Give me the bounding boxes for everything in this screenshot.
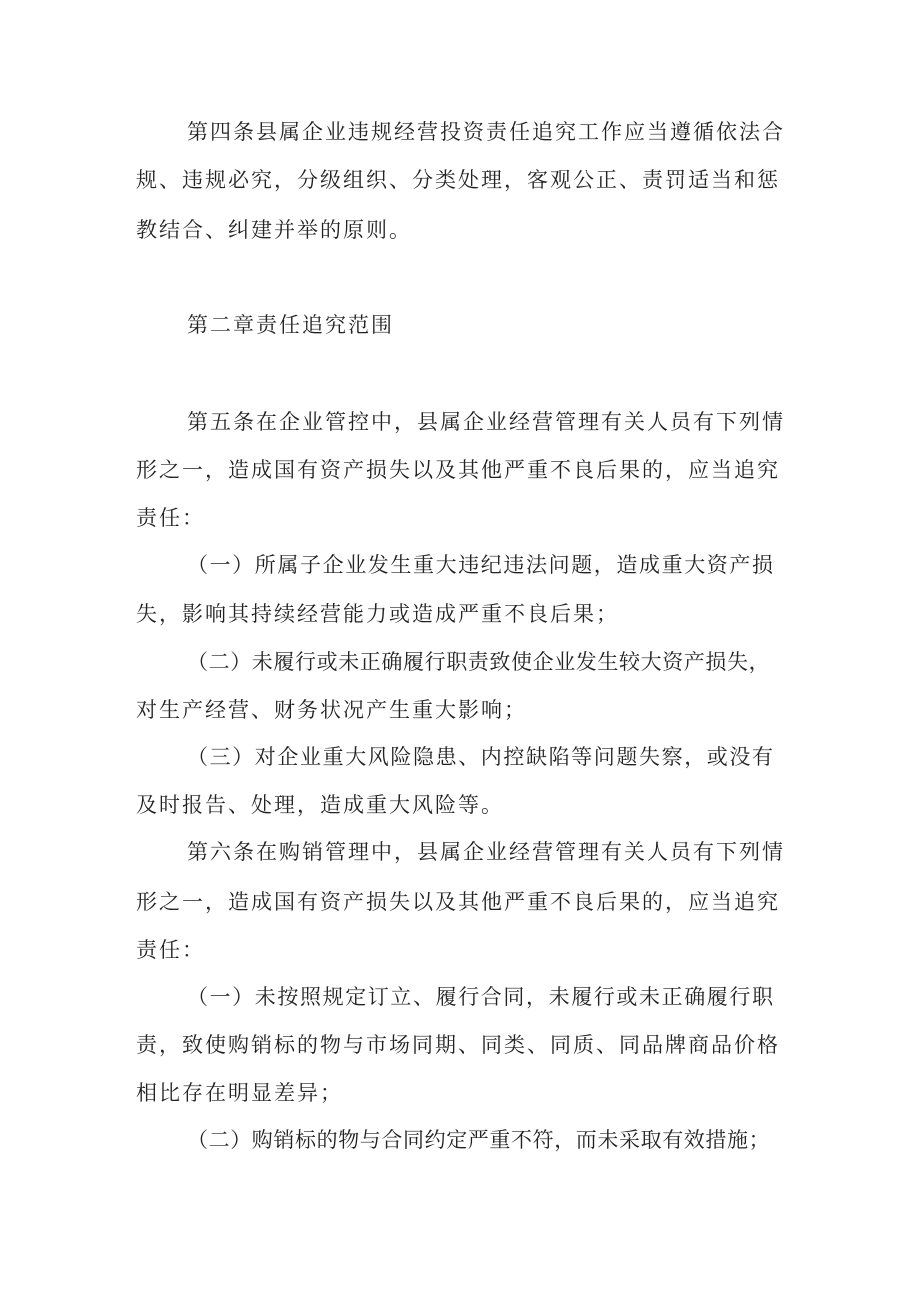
item-6-1-line-1: （一）未按照规定订立、履行合同，未履行或未正确履行职 [187, 985, 775, 1009]
item-5-1-line-2: 失，影响其持续经营能力或造成严重不良后果； [136, 602, 619, 626]
item-6-1-line-2: 责，致使购销标的物与市场同期、同类、同质、同品牌商品价格 [136, 1033, 780, 1057]
item-5-1-line-1: （一）所属子企业发生重大违纪违法问题，造成重大资产损 [187, 553, 775, 577]
article-4-line-1: 第四条县属企业违规经营投资责任追究工作应当遵循依法合 [187, 120, 785, 144]
item-5-3-line-2: 及时报告、处理，造成重大风险等。 [136, 793, 504, 817]
article-5-line-1: 第五条在企业管控中，县属企业经营管理有关人员有下列情 [187, 410, 785, 434]
article-5-line-2: 形之一，造成国有资产损失以及其他严重不良后果的，应当追究 [136, 458, 780, 482]
article-6-line-2: 形之一，造成国有资产损失以及其他严重不良后果的，应当追究 [136, 890, 780, 914]
article-6-line-3: 责任： [136, 938, 205, 962]
article-4-line-3: 教结合、纠建并举的原则。 [136, 218, 412, 242]
article-6-line-1: 第六条在购销管理中，县属企业经营管理有关人员有下列情 [187, 840, 785, 864]
item-5-3-line-1: （三）对企业重大风险隐患、内控缺陷等问题失察，或没有 [187, 745, 775, 769]
item-5-2-line-2: 对生产经营、财务状况产生重大影响； [136, 698, 527, 722]
chapter-2-heading: 第二章责任追究范围 [187, 313, 394, 337]
item-6-1-line-3: 相比存在明显差异； [136, 1081, 343, 1105]
article-5-line-3: 责任： [136, 506, 205, 530]
item-5-2-line-1: （二）未履行或未正确履行职责致使企业发生较大资产损失， [187, 650, 771, 674]
article-4-line-2: 规、违规必究，分级组织、分类处理，客观公正、责罚适当和惩 [136, 168, 780, 192]
item-6-2-line-1: （二）购销标的物与合同约定严重不符，而未采取有效措施； [187, 1128, 771, 1152]
